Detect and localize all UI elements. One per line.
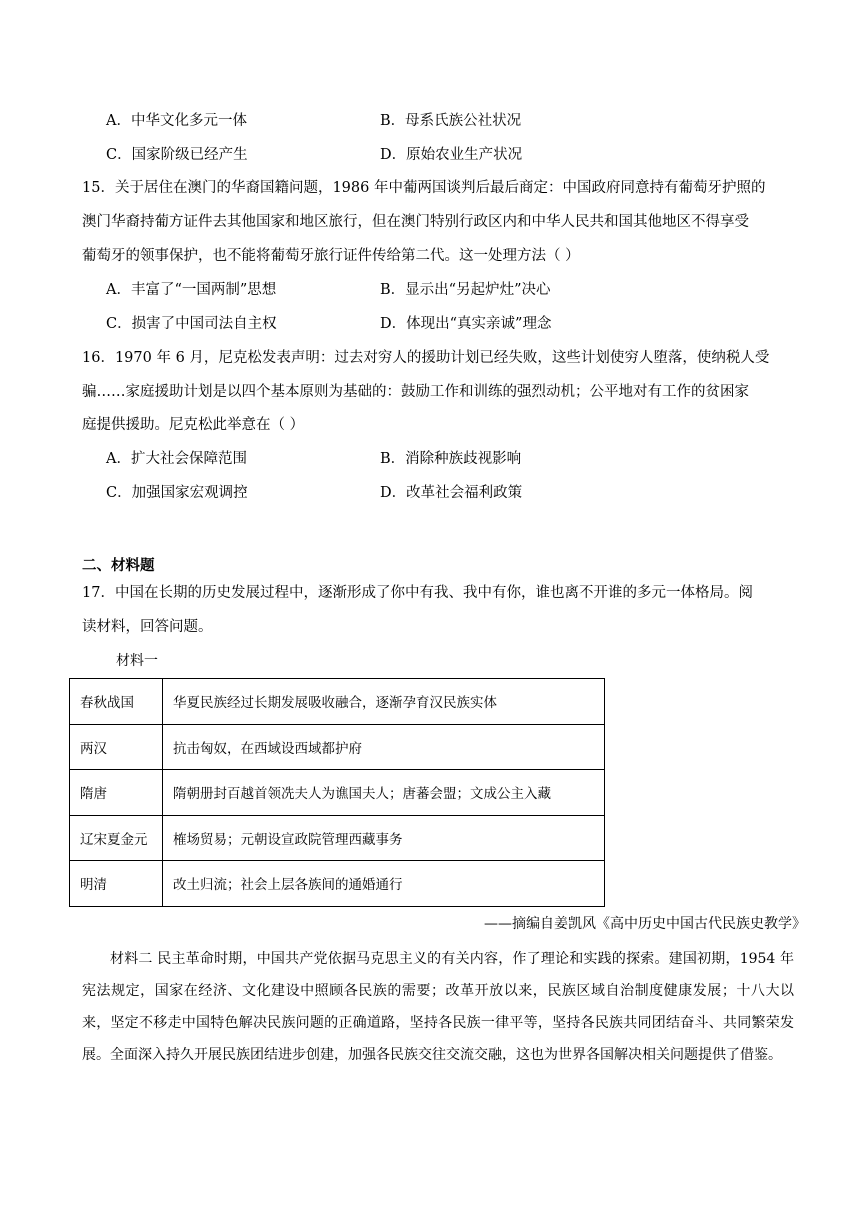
q16-stem-line1: 16．1970 年 6 月，尼克松发表声明：过去对穷人的援助计划已经失败，这些计划使穷人堕落，使纳税人受 bbox=[82, 350, 770, 366]
content-cell: 改土归流；社会上层各族间的通婚通行 bbox=[163, 861, 605, 907]
q17-stem-line1: 17．中国在长期的历史发展过程中，逐渐形成了你中有我、我中有你，谁也离不开谁的多元一体格局。阅 bbox=[82, 585, 753, 601]
q16-option-c: C．加强国家宏观调控 bbox=[106, 485, 248, 501]
q15-option-a: A．丰富了“一国两制”思想 bbox=[106, 282, 277, 298]
content-cell: 榷场贸易；元朝设宣政院管理西藏事务 bbox=[163, 815, 605, 861]
content-cell: 隋朝册封百越首领冼夫人为谯国夫人；唐蕃会盟；文成公主入藏 bbox=[163, 770, 605, 816]
material1-table bbox=[69, 678, 605, 907]
table-row bbox=[70, 861, 605, 907]
table-row bbox=[70, 724, 605, 770]
q14-option-d: D．原始农业生产状况 bbox=[380, 147, 523, 163]
content-cell: 华夏民族经过长期发展吸收融合，逐渐孕育汉民族实体 bbox=[163, 679, 605, 725]
era-cell: 隋唐 bbox=[70, 770, 163, 816]
q15-stem-line3: 葡萄牙的领事保护，也不能将葡萄牙旅行证件传给第二代。这一处理方法（ ） bbox=[82, 248, 580, 264]
q15-stem-line2: 澳门华裔持葡方证件去其他国家和地区旅行，但在澳门特别行政区内和中华人民共和国其他地区不得享受 bbox=[82, 214, 749, 230]
content-cell: 抗击匈奴，在西域设西域都护府 bbox=[163, 724, 605, 770]
era-cell: 明清 bbox=[70, 861, 163, 907]
table-row bbox=[70, 679, 605, 725]
q16-stem-line2: 骗……家庭援助计划是以四个基本原则为基础的：鼓励工作和训练的强烈动机；公平地对有工作的贫困家 bbox=[82, 384, 749, 400]
section-heading: 二、材料题 bbox=[82, 557, 155, 574]
era-cell: 两汉 bbox=[70, 724, 163, 770]
q16-option-a: A．扩大社会保障范围 bbox=[106, 451, 247, 467]
material1-source: ——摘编自姜凯风《高中历史中国古代民族史教学》 bbox=[484, 916, 806, 932]
q15-option-b: B．显示出“另起炉灶”决心 bbox=[380, 282, 551, 298]
q17-stem-line2: 读材料，回答问题。 bbox=[82, 619, 213, 635]
table-row bbox=[70, 770, 605, 816]
q15-stem-line1: 15．关于居住在澳门的华裔国籍问题，1986 年中葡两国谈判后最后商定：中国政府同意持有葡萄牙护照的 bbox=[82, 180, 766, 196]
q16-option-d: D．改革社会福利政策 bbox=[380, 485, 523, 501]
material1-label: 材料一 bbox=[116, 653, 158, 669]
q16-stem-line3: 庭提供援助。尼克松此举意在（ ） bbox=[82, 417, 305, 433]
q15-option-c: C．损害了中国司法自主权 bbox=[106, 316, 277, 332]
q16-option-b: B．消除种族歧视影响 bbox=[380, 451, 522, 467]
q14-option-a: A．中华文化多元一体 bbox=[106, 113, 247, 129]
material2-paragraph: 材料二 民主革命时期，中国共产党依据马克思主义的有关内容，作了理论和实践的探索。建国初期，1954 年宪法规定，国家在经济、文化建设中照顾各民族的需要；改革开放以来，民族区域自治制度健康发展；十八大以来，坚定不移走中国特色解决民族问题的正确道路，坚持各民族一律平等，坚持各民族共同团结奋斗、共同繁荣发展。全面深入持久开展民族团结进步创建，加强各民族交往交流交融，这也为世界各国解决相关问题提供了借鉴。 bbox=[82, 951, 794, 1063]
q15-option-d: D．体现出“真实亲诚”理念 bbox=[380, 316, 552, 332]
era-cell: 春秋战国 bbox=[70, 679, 163, 725]
q14-option-b: B．母系氏族公社状况 bbox=[380, 113, 522, 129]
q14-option-c: C．国家阶级已经产生 bbox=[106, 147, 248, 163]
table-row bbox=[70, 815, 605, 861]
era-cell: 辽宋夏金元 bbox=[70, 815, 163, 861]
